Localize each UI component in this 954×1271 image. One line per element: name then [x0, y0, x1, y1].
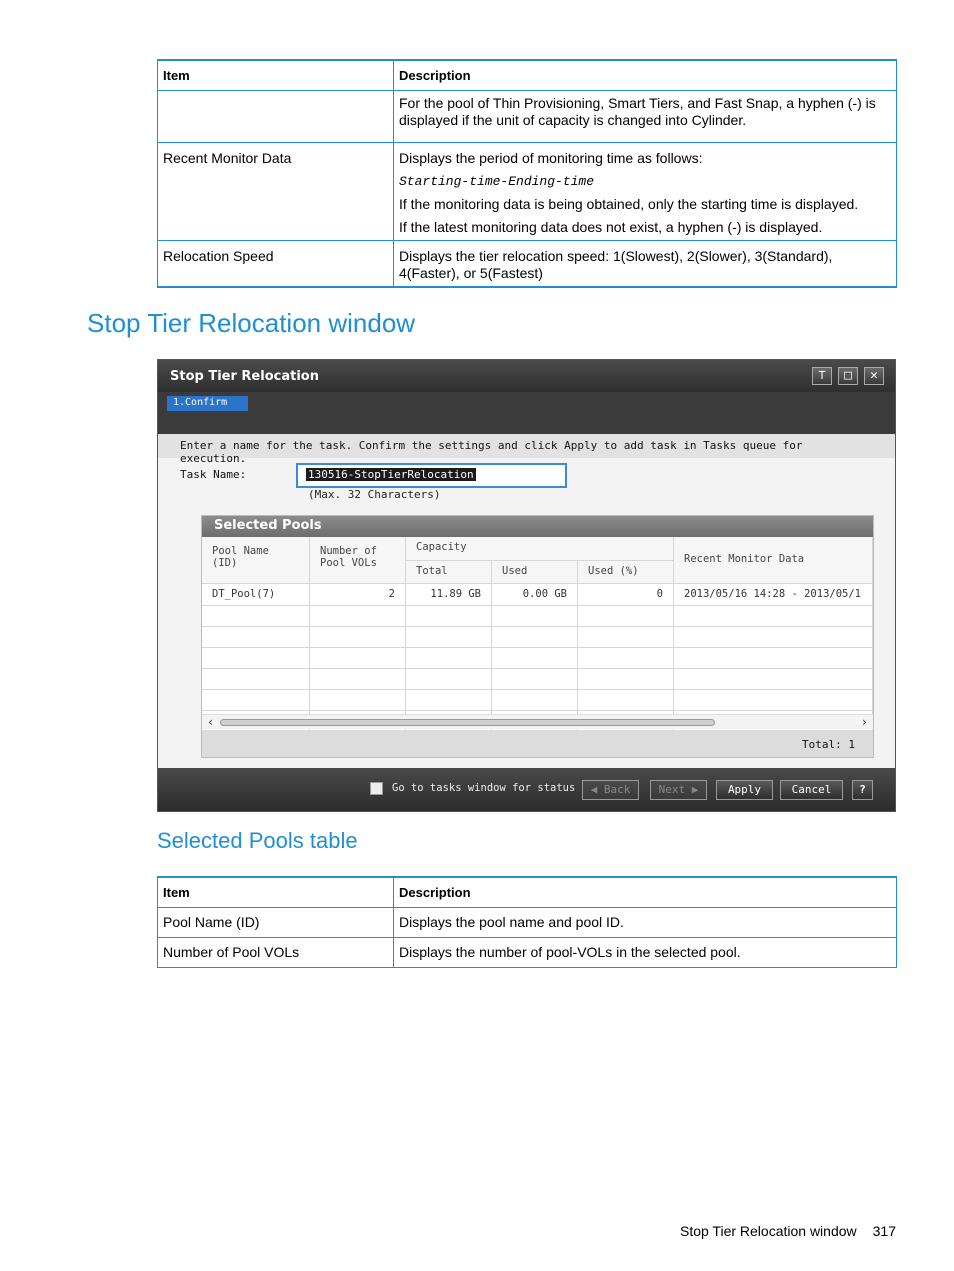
empty-cell [492, 606, 578, 627]
task-name-value: 130516-StopTierRelocation [308, 468, 474, 481]
back-button[interactable]: ◀ Back [582, 780, 639, 800]
empty-cell [578, 690, 674, 711]
row-item: Number of Pool VOLs [158, 938, 394, 968]
row-item: Pool Name (ID) [158, 908, 394, 938]
empty-cell [674, 669, 873, 690]
empty-cell [202, 648, 310, 669]
page-footer [680, 1223, 896, 1239]
selected-pools-title: Selected Pools [202, 516, 873, 537]
empty-cell [674, 606, 873, 627]
selected-pools-description-table [157, 876, 897, 968]
go-to-tasks-label: Go to tasks window for status [392, 782, 576, 794]
cell-used-pct: 0 [578, 584, 674, 606]
col-capacity: Capacity [406, 537, 674, 561]
pin-icon[interactable]: ⊤ [812, 367, 832, 385]
col-recent-monitor[interactable]: Recent Monitor Data [674, 537, 873, 584]
empty-cell [406, 648, 492, 669]
empty-cell [578, 627, 674, 648]
empty-cell [310, 648, 406, 669]
step-confirm[interactable]: 1.Confirm [167, 396, 248, 411]
cell-recent-monitor: 2013/05/16 14:28 - 2013/05/1 [674, 584, 873, 606]
selected-pools-panel [201, 515, 874, 758]
help-button[interactable]: ? [852, 780, 873, 800]
page-number: 317 [872, 1223, 896, 1239]
subsection-title: Selected Pools table [157, 828, 358, 853]
header-item: Item [158, 877, 394, 908]
empty-cell [310, 627, 406, 648]
header-description: Description [394, 60, 897, 91]
empty-cell [202, 627, 310, 648]
scroll-left-icon[interactable]: ‹ [207, 715, 215, 729]
empty-cell [578, 648, 674, 669]
empty-cell [406, 690, 492, 711]
dialog-footer [158, 768, 895, 812]
empty-cell [202, 606, 310, 627]
col-used[interactable]: Used [492, 561, 578, 584]
next-button[interactable]: Next ▶ [650, 780, 707, 800]
col-used-pct[interactable]: Used (%) [578, 561, 674, 584]
empty-cell [492, 648, 578, 669]
total-count: Total: 1 [802, 738, 855, 751]
go-to-tasks-checkbox[interactable] [370, 782, 383, 795]
empty-cell [202, 669, 310, 690]
maximize-icon[interactable]: □ [838, 367, 858, 385]
empty-cell [492, 669, 578, 690]
apply-button[interactable]: Apply [716, 780, 773, 800]
row-item [158, 91, 394, 143]
empty-cell [406, 627, 492, 648]
task-name-input[interactable] [296, 463, 567, 488]
col-num-vols[interactable]: Number of Pool VOLs [310, 537, 406, 584]
empty-cell [406, 606, 492, 627]
description-table-top [157, 59, 897, 288]
empty-cell [674, 627, 873, 648]
row-description: Displays the number of pool-VOLs in the selected pool. [394, 938, 897, 968]
instruction-text: Enter a name for the task. Confirm the settings and click Apply to add task in Tasks queue for execution. [158, 434, 895, 458]
row-item: Relocation Speed [158, 241, 394, 288]
empty-cell [674, 690, 873, 711]
max-characters-note: (Max. 32 Characters) [308, 488, 441, 501]
scroll-thumb[interactable] [220, 719, 715, 726]
empty-cell [202, 690, 310, 711]
section-title: Stop Tier Relocation window [87, 308, 416, 338]
close-icon[interactable]: ✕ [864, 367, 884, 385]
cell-used: 0.00 GB [492, 584, 578, 606]
empty-cell [492, 627, 578, 648]
stop-tier-relocation-dialog [157, 359, 896, 812]
dialog-title: Stop Tier Relocation [158, 360, 895, 392]
row-description: Displays the pool name and pool ID. [394, 908, 897, 938]
empty-cell [492, 690, 578, 711]
footer-title: Stop Tier Relocation window [679, 1223, 857, 1239]
wizard-steps [158, 392, 895, 434]
cell-num-vols: 2 [310, 584, 406, 606]
col-pool-name[interactable]: Pool Name (ID) [202, 537, 310, 584]
row-item: Recent Monitor Data [158, 143, 394, 241]
empty-cell [674, 648, 873, 669]
cell-pool-name[interactable]: DT_Pool(7) [202, 584, 310, 606]
empty-cell [310, 606, 406, 627]
header-item: Item [158, 60, 394, 91]
cell-total: 11.89 GB [406, 584, 492, 606]
empty-cell [578, 606, 674, 627]
horizontal-scrollbar[interactable] [202, 714, 873, 729]
row-description: Displays the period of monitoring time as follows: Starting-time-Ending-time If the monitoring data is being obtained, only the starting time is displayed. If the latest monitoring data does not exist, a hyphen (-) is displayed. [394, 143, 897, 241]
col-total[interactable]: Total [406, 561, 492, 584]
row-description: For the pool of Thin Provisioning, Smart Tiers, and Fast Snap, a hyphen (-) is displayed if the unit of capacity is changed into Cylinder. [394, 91, 897, 143]
task-name-label: Task Name: [180, 468, 247, 481]
row-description: Displays the tier relocation speed: 1(Slowest), 2(Slower), 3(Standard), 4(Faster), or 5(Fastest) [394, 241, 897, 288]
empty-cell [578, 669, 674, 690]
empty-cell [310, 690, 406, 711]
empty-cell [406, 669, 492, 690]
scroll-right-icon[interactable]: › [860, 715, 868, 729]
empty-cell [310, 669, 406, 690]
totals-bar [202, 730, 873, 757]
header-description: Description [394, 877, 897, 908]
cancel-button[interactable]: Cancel [780, 780, 843, 800]
